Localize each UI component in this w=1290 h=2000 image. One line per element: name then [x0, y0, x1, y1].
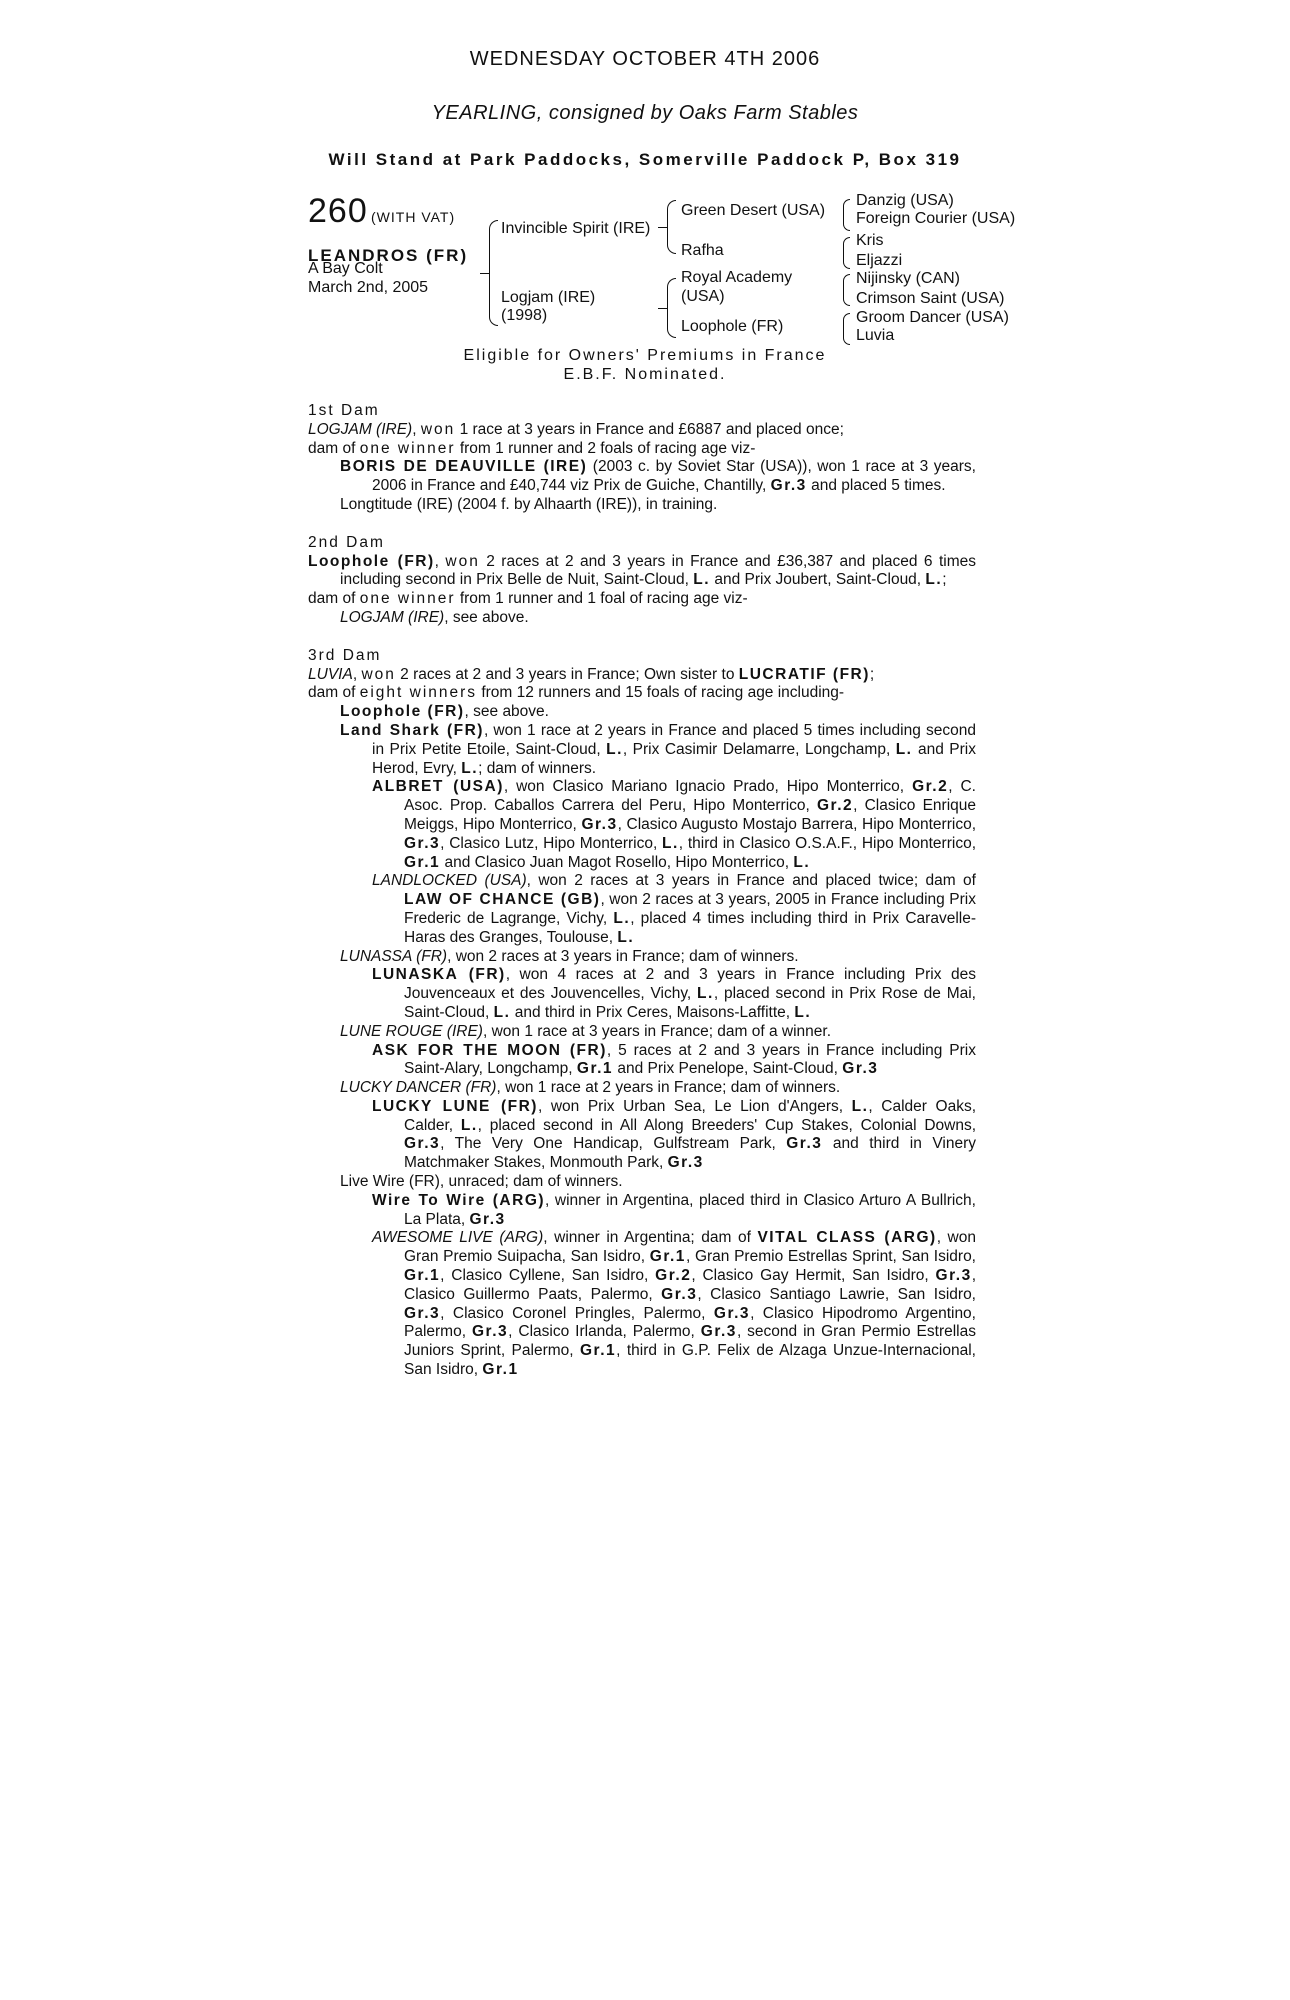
horse-foaled: March 2nd, 2005: [308, 279, 429, 296]
pedigree-gg-3: Kris: [856, 232, 884, 249]
produce-record: [308, 402, 976, 1380]
produce-longtitude: Longtitude (IRE) (2004 f. by Alhaarth (IRE)), in training.: [340, 495, 718, 513]
second-dam-produce-summary: dam of one winner from 1 runner and 1 foal of racing age viz-: [308, 590, 748, 608]
pedigree-dam-dam: Loophole (FR): [681, 318, 784, 335]
produce-wire-to-wire: Wire To Wire (ARG), winner in Argentina, placed third in Clasico Arturo A Bullrich, La Plata, Gr.3: [372, 1191, 976, 1228]
pedigree-gg-1: Danzig (USA): [856, 192, 954, 209]
pedigree-bracket-sire: [667, 200, 676, 254]
second-dam-heading: 2nd Dam: [308, 533, 385, 551]
produce-lucky-dancer: LUCKY DANCER (FR), won 1 race at 2 years in France; dam of winners.: [340, 1079, 841, 1097]
first-dam-name: LOGJAM (IRE): [308, 420, 413, 438]
pedigree-dam: Logjam (IRE): [501, 289, 596, 306]
second-dam-line: Loophole (FR), won 2 races at 2 and 3 years in France and £36,387 and placed 6 times including second in Prix Belle de Nuit, Saint-Cloud, L. and Prix Joubert, Saint-Cloud, L.;: [308, 552, 976, 589]
produce-landlocked: LANDLOCKED (USA), won 2 races at 3 years in France and placed twice; dam of LAW OF CHANCE (GB), won 2 races at 3 years, 2005 in France including Prix Frederic de Lagrange, Vichy, L., placed 4 times including third in Prix Caravelle-Haras des Granges, Toulouse, L.: [372, 872, 976, 946]
produce-lune-rouge: LUNE ROUGE (IRE), won 1 race at 3 years in France; dam of a winner.: [340, 1022, 832, 1040]
produce-lunassa: LUNASSA (FR), won 2 races at 3 years in France; dam of winners.: [340, 947, 799, 965]
pedigree-dam-sire: Royal Academy: [681, 269, 793, 286]
pedigree-gg-2: Foreign Courier (USA): [856, 210, 1016, 227]
pedigree-gg-6: Crimson Saint (USA): [856, 290, 1005, 307]
eligibility-premiums: Eligible for Owners' Premiums in France: [463, 347, 827, 364]
third-dam-line: LUVIA, won 2 races at 2 and 3 years in France; Own sister to LUCRATIF (FR);: [308, 665, 875, 683]
pedigree-gg-5: Nijinsky (CAN): [856, 270, 960, 287]
third-dam-produce-summary: dam of eight winners from 12 runners and 15 foals of racing age including-: [308, 684, 845, 702]
pedigree-sire-sire: Green Desert (USA): [681, 202, 826, 219]
third-dam-heading: 3rd Dam: [308, 646, 382, 664]
produce-lucky-lune: LUCKY LUNE (FR), won Prix Urban Sea, Le Lion d'Angers, L., Calder Oaks, Calder, L., placed second in All Along Breeders' Cup Stakes, Colonial Downs, Gr.3, The Very One Handicap, Gulfstream Park, Gr.3 and third in Vinery Matchmaker Stakes, Monmouth Park, Gr.3: [372, 1097, 977, 1172]
first-dam-line: LOGJAM (IRE), won 1 race at 3 years in France and £6887 and placed once;: [308, 420, 844, 438]
pedigree-sire: Invincible Spirit (IRE): [501, 220, 651, 237]
sale-date: WEDNESDAY OCTOBER 4TH 2006: [469, 48, 821, 70]
pedigree-bracket-gg3: [843, 274, 850, 306]
pedigree-dam-year: (1998): [501, 307, 548, 324]
produce-live-wire: Live Wire (FR), unraced; dam of winners.: [340, 1173, 623, 1191]
pedigree-gg-8: Luvia: [856, 327, 895, 344]
produce-land-shark: Land Shark (FR), won 1 race at 2 years in France and placed 5 times including second in Prix Petite Etoile, Saint-Cloud, L., Prix Casimir Delamarre, Longchamp, L. and Prix Herod, Evry, L.; dam of winners.: [340, 721, 976, 777]
produce-awesome-live: AWESOME LIVE (ARG), winner in Argentina; dam of VITAL CLASS (ARG), won Gran Premio Suipacha, San Isidro, Gr.1, Gran Premio Estrellas Sprint, San Isidro, Gr.1, Clasico Cyllene, San Isidro, Gr.2, Clasico Gay Hermit, San Isidro, Gr.3, Clasico Guillermo Paats, Palermo, Gr.3, Clasico Santiago Lawrie, San Isidro, Gr.3, Clasico Coronel Pringles, Palermo, Gr.3, Clasico Hipodromo Argentino, Palermo, Gr.3, Clasico Irlanda, Palermo, Gr.3, second in Gran Permio Estrellas Juniors Sprint, Palermo, Gr.1, third in G.P. Felix de Alzaga Unzue-Internacional, San Isidro, Gr.1: [372, 1229, 977, 1379]
produce-lunaska: LUNASKA (FR), won 4 races at 2 and 3 years in France including Prix des Jouvenceaux et des Jouvencelles, Vichy, L., placed second in Prix Rose de Mai, Saint-Cloud, L. and third in Prix Ceres, Maisons-Laffitte, L.: [372, 966, 976, 1021]
pedigree-bracket-dam: [667, 278, 676, 338]
pedigree-gg-7: Groom Dancer (USA): [856, 309, 1009, 326]
first-dam-produce-summary: dam of one winner from 1 runner and 2 foals of racing age viz-: [308, 439, 756, 457]
produce-ask-for-the-moon: ASK FOR THE MOON (FR), 5 races at 2 and 3 years in France including Prix Saint-Alary, Longchamp, Gr.1 and Prix Penelope, Saint-Cloud, Gr.3: [372, 1041, 976, 1078]
pedigree-sire-dam: Rafha: [681, 242, 724, 259]
produce-logjam: LOGJAM (IRE), see above.: [340, 608, 529, 626]
produce-boris-de-deauville: BORIS DE DEAUVILLE (IRE) (2003 c. by Soviet Star (USA)), won 1 race at 3 years, 2006 in France and £40,744 viz Prix de Guiche, Chantilly, Gr.3 and placed 5 times.: [340, 458, 976, 495]
lot-number: 260: [308, 192, 368, 230]
pedigree-bracket-gg4: [843, 313, 850, 345]
horse-description: A Bay Colt: [308, 260, 383, 277]
pedigree-dam-sire-country: (USA): [681, 288, 725, 305]
horse-name: LEANDROS (FR): [308, 246, 469, 265]
produce-loophole: Loophole (FR), see above.: [340, 703, 549, 721]
first-dam-heading: 1st Dam: [308, 402, 380, 419]
vat-note: (WITH VAT): [371, 209, 456, 225]
stand-location: Will Stand at Park Paddocks, Somerville Paddock P, Box 319: [328, 150, 962, 169]
pedigree-gg-4: Eljazzi: [856, 252, 903, 269]
eligibility-ebf: E.B.F. Nominated.: [563, 366, 727, 383]
pedigree-bracket-gg1: [843, 199, 850, 231]
produce-albret: ALBRET (USA), won Clasico Mariano Ignacio Prado, Hipo Monterrico, Gr.2, C. Asoc. Prop. Caballos Carrera del Peru, Hipo Monterrico, Gr.2, Clasico Enrique Meiggs, Hipo Monterrico, Gr.3, Clasico Augusto Mostajo Barrera, Hipo Monterrico, Gr.3, Clasico Lutz, Hipo Monterrico, L., third in Clasico O.S.A.F., Hipo Monterrico, Gr.1 and Clasico Juan Magot Rosello, Hipo Monterrico, L.: [372, 778, 977, 871]
pedigree-bracket-main: [489, 220, 498, 326]
pedigree-bracket-gg2: [843, 237, 850, 269]
consignment-line: YEARLING, consigned by Oaks Farm Stables: [431, 102, 859, 124]
